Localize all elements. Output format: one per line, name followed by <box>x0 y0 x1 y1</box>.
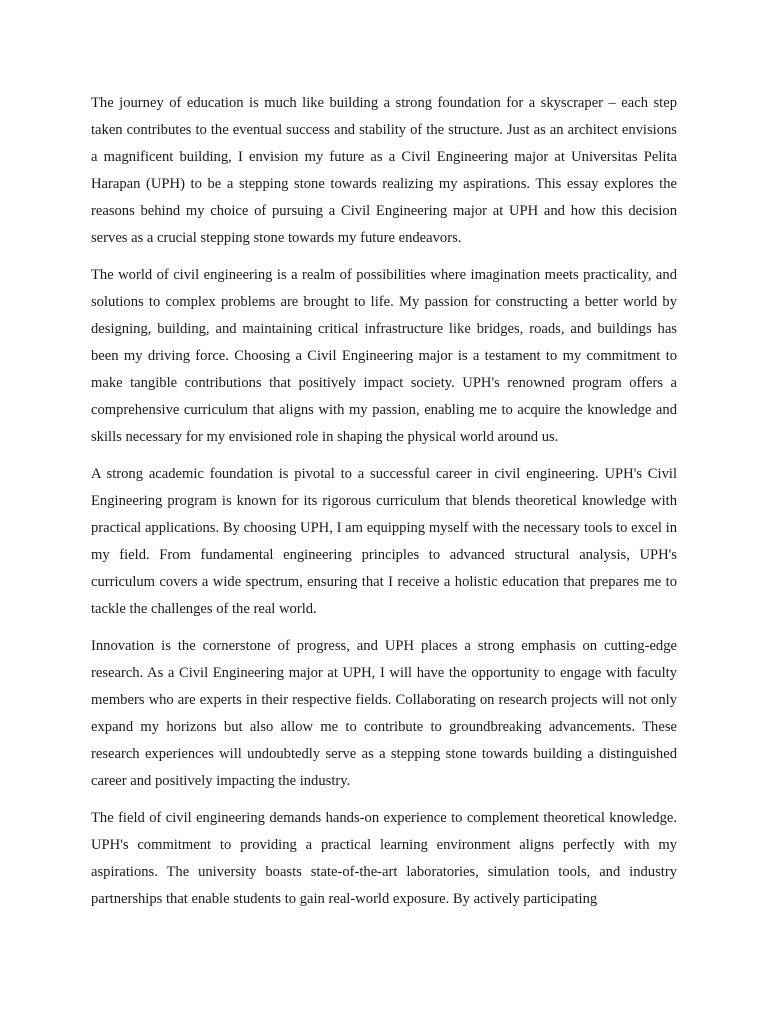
paragraph-academic-foundation: A strong academic foundation is pivotal to a successful career in civil engineering. UPH's Civil Engineering program is known for its rigorous curriculum that blends theoretical knowledge with practical applications. By choosing UPH, I am equipping myself with the necessary tools to excel in my field. From fundamental engineering principles to advanced structural analysis, UPH's curriculum covers a wide spectrum, ensuring that I receive a holistic education that prepares me to tackle the challenges of the real world. <box>91 466 677 617</box>
paragraph-innovation-research: Innovation is the cornerstone of progress, and UPH places a strong emphasis on cutting-edge research. As a Civil Engineering major at UPH, I will have the opportunity to engage with faculty members who are experts in their respective fields. Collaborating on research projects will not only expand my horizons but also allow me to contribute to groundbreaking advancements. These research experiences will undoubtedly serve as a stepping stone towards building a distinguished career and positively impacting the industry. <box>91 638 677 789</box>
paragraph-hands-on-experience: The field of civil engineering demands hands-on experience to complement theoretical knowledge. UPH's commitment to providing a practical learning environment aligns perfectly with my aspirations. The university boasts state-of-the-art laboratories, simulation tools, and industry partnerships that enable students to gain real-world exposure. By actively participating <box>91 810 677 907</box>
paragraph-civil-engineering-world: The world of civil engineering is a realm of possibilities where imagination meets practicality, and solutions to complex problems are brought to life. My passion for constructing a better world by designing, building, and maintaining critical infrastructure like bridges, roads, and buildings has been my driving force. Choosing a Civil Engineering major is a testament to my commitment to make tangible contributions that positively impact society. UPH's renowned program offers a comprehensive curriculum that aligns with my passion, enabling me to acquire the knowledge and skills necessary for my envisioned role in shaping the physical world around us. <box>91 267 677 445</box>
paragraph-intro: The journey of education is much like building a strong foundation for a skyscraper – each step taken contributes to the eventual success and stability of the structure. Just as an architect envisions a magnificent building, I envision my future as a Civil Engineering major at Universitas Pelita Harapan (UPH) to be a stepping stone towards realizing my aspirations. This essay explores the reasons behind my choice of pursuing a Civil Engineering major at UPH and how this decision serves as a crucial stepping stone towards my future endeavors. <box>91 95 677 246</box>
essay-body <box>91 90 677 923</box>
